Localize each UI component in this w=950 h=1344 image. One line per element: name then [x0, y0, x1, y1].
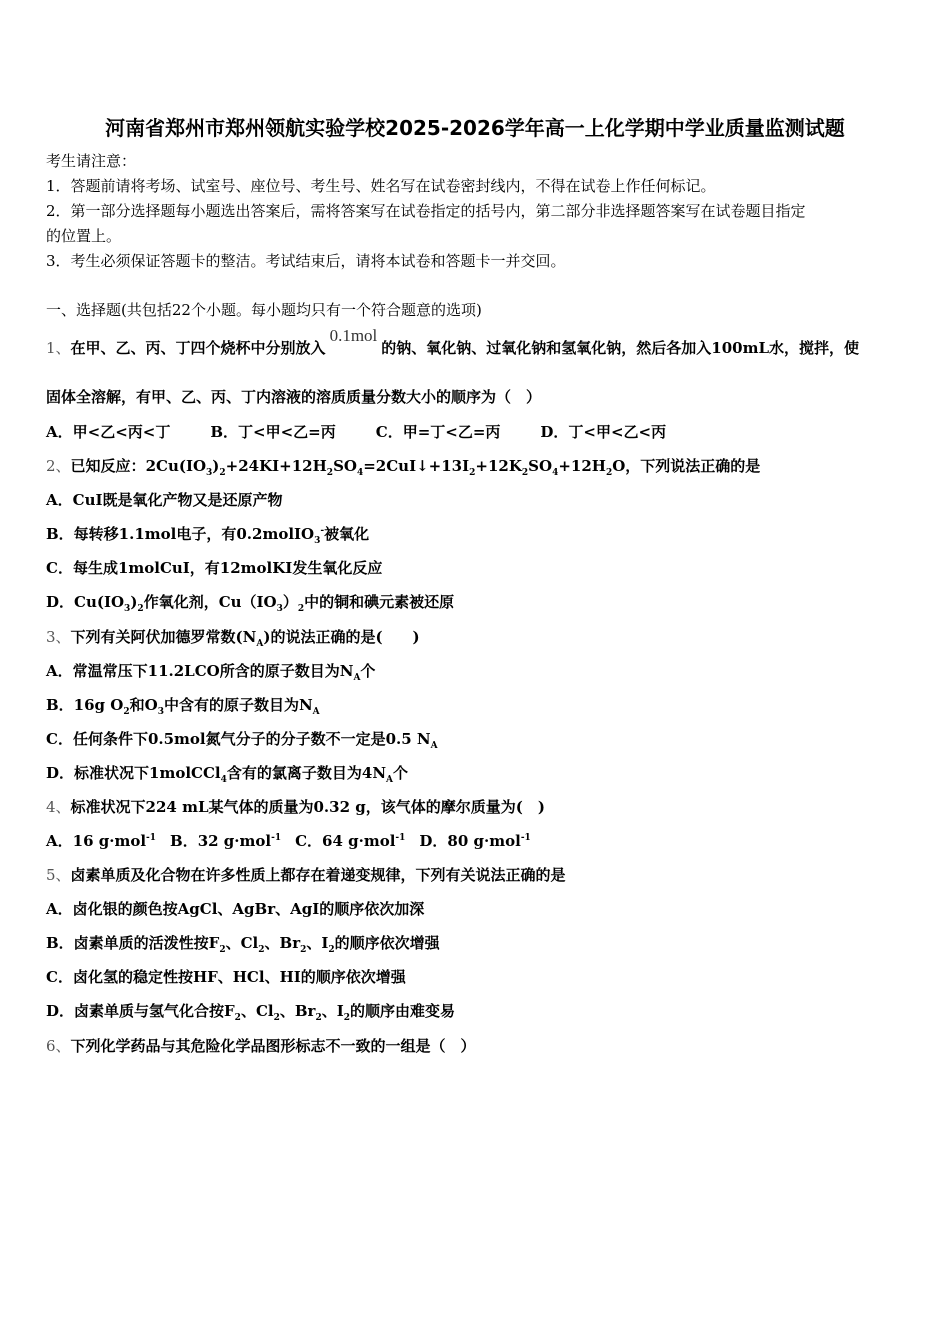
- option-b: B．32 g·mol$^{-1}$: [170, 832, 282, 850]
- question-2: [46, 456, 760, 476]
- option-b: B．丁<甲<乙=丙: [210, 423, 336, 441]
- question-3: 3、下列有关阿伏加德罗常数$(N_A)$的说法正确的是( ): [46, 628, 420, 649]
- amount-formula: 0.1mol: [329, 326, 378, 345]
- question-number: 1、: [46, 339, 71, 357]
- question-number: 3、: [46, 628, 71, 646]
- notice-item-2-cont: 的位置上。: [46, 227, 122, 245]
- question-2-option-a: A．CuI既是氧化产物又是还原产物: [46, 491, 283, 509]
- question-1-pre: 在甲、乙、丙、丁四个烧杯中分别放入: [70, 339, 326, 357]
- reaction-equation: $2Cu(IO_3)_2+24KI+12H_2SO_4=2CuI↓+13I_2+12K_2SO_4+12H_2O$: [145, 457, 626, 478]
- question-5-option-b: B．卤素单质的活泼性按$F_2$、$Cl_2$、$Br_2$、$I_2$的顺序依次增强: [46, 934, 440, 955]
- option-d: D．丁<甲<乙<丙: [540, 423, 667, 441]
- notice-item-2: 2．第一部分选择题每小题选出答案后，需将答案写在试卷指定的括号内，第二部分非选择题答案写在试卷题目指定: [46, 202, 806, 220]
- question-4: 4、标准状况下224 mL某气体的质量为0.32 g，该气体的摩尔质量为( ): [46, 798, 545, 816]
- question-number: 6、: [46, 1037, 71, 1055]
- page-title: 河南省郑州市郑州领航实验学校2025-2026学年高一上化学期中学业质量监测试题: [105, 116, 845, 140]
- question-4-options: [46, 831, 545, 851]
- option-c: C．甲=丁<乙=丙: [375, 423, 501, 441]
- notice-item-3: 3．考生必须保证答题卡的整洁。考试结束后，请将本试卷和答题卡一并交回。: [46, 252, 566, 270]
- question-2-pre: 已知反应：: [70, 457, 146, 475]
- question-2-option-c: C．每生成1molCuI，有12molKI发生氧化反应: [46, 559, 383, 577]
- question-number: 5、: [46, 866, 71, 884]
- question-1-post: 的钠、氧化钠、过氧化钠和氢氧化钠，然后各加入100mL水，搅拌，使: [381, 339, 859, 357]
- question-number: 4、: [46, 798, 71, 816]
- question-number: 2、: [46, 457, 71, 475]
- question-1: [46, 326, 859, 358]
- question-5-option-a: A．卤化银的颜色按AgCl、AgBr、AgI的顺序依次加深: [46, 900, 425, 918]
- question-1-options: [46, 422, 706, 442]
- question-5: 5、卤素单质及化合物在许多性质上都存在着递变规律，下列有关说法正确的是: [46, 866, 566, 884]
- question-3-option-c: C．任何条件下0.5mol氮气分子的分子数不一定是0.5 $N_A$: [46, 730, 438, 751]
- question-5-option-d: D．卤素单质与氢气化合按$F_2$、$Cl_2$、$Br_2$、$I_2$的顺序由难变易: [46, 1002, 456, 1023]
- question-3-option-a: A．常温常压下11.2LCO所含的原子数目为$N_A$个: [46, 662, 376, 683]
- option-d: D．80 g·mol$^{-1}$: [419, 832, 531, 850]
- question-2-post: ，下列说法正确的是: [625, 457, 761, 475]
- question-6: 6、下列化学药品与其危险化学品图形标志不一致的一组是（ ）: [46, 1037, 476, 1055]
- notice-heading: 考生请注意：: [46, 152, 137, 170]
- section-heading: 一、选择题(共包括22个小题。每小题均只有一个符合题意的选项): [46, 301, 482, 319]
- question-5-option-c: C．卤化氢的稳定性按HF、HCl、HI的顺序依次增强: [46, 968, 406, 986]
- question-2-option-d: D．$Cu(IO_3)_2$作氧化剂，$Cu(IO_3)_2$中的铜和碘元素被还原: [46, 593, 455, 614]
- option-a: A．甲<乙<丙<丁: [46, 423, 171, 441]
- option-c: C．64 g·mol$^{-1}$: [295, 832, 406, 850]
- question-3-option-b: B．16g $O_2$和$O_3$中含有的原子数目为$N_A$: [46, 696, 320, 717]
- question-1-line2: 固体全溶解，有甲、乙、丙、丁内溶液的溶质质量分数大小的顺序为（ ）: [46, 388, 542, 406]
- question-3-option-d: D．标准状况下1molCCl$_4$含有的氯离子数目为$4N_A$个: [46, 764, 409, 785]
- notice-item-1: 1．答题前请将考场、试室号、座位号、考生号、姓名写在试卷密封线内，不得在试卷上作任何标记。: [46, 177, 716, 195]
- question-2-option-b: B．每转移1.1mol电子，有0.2molIO$_3$-被氧化: [46, 525, 370, 546]
- option-a: A．16 g·mol$^{-1}$: [46, 832, 157, 850]
